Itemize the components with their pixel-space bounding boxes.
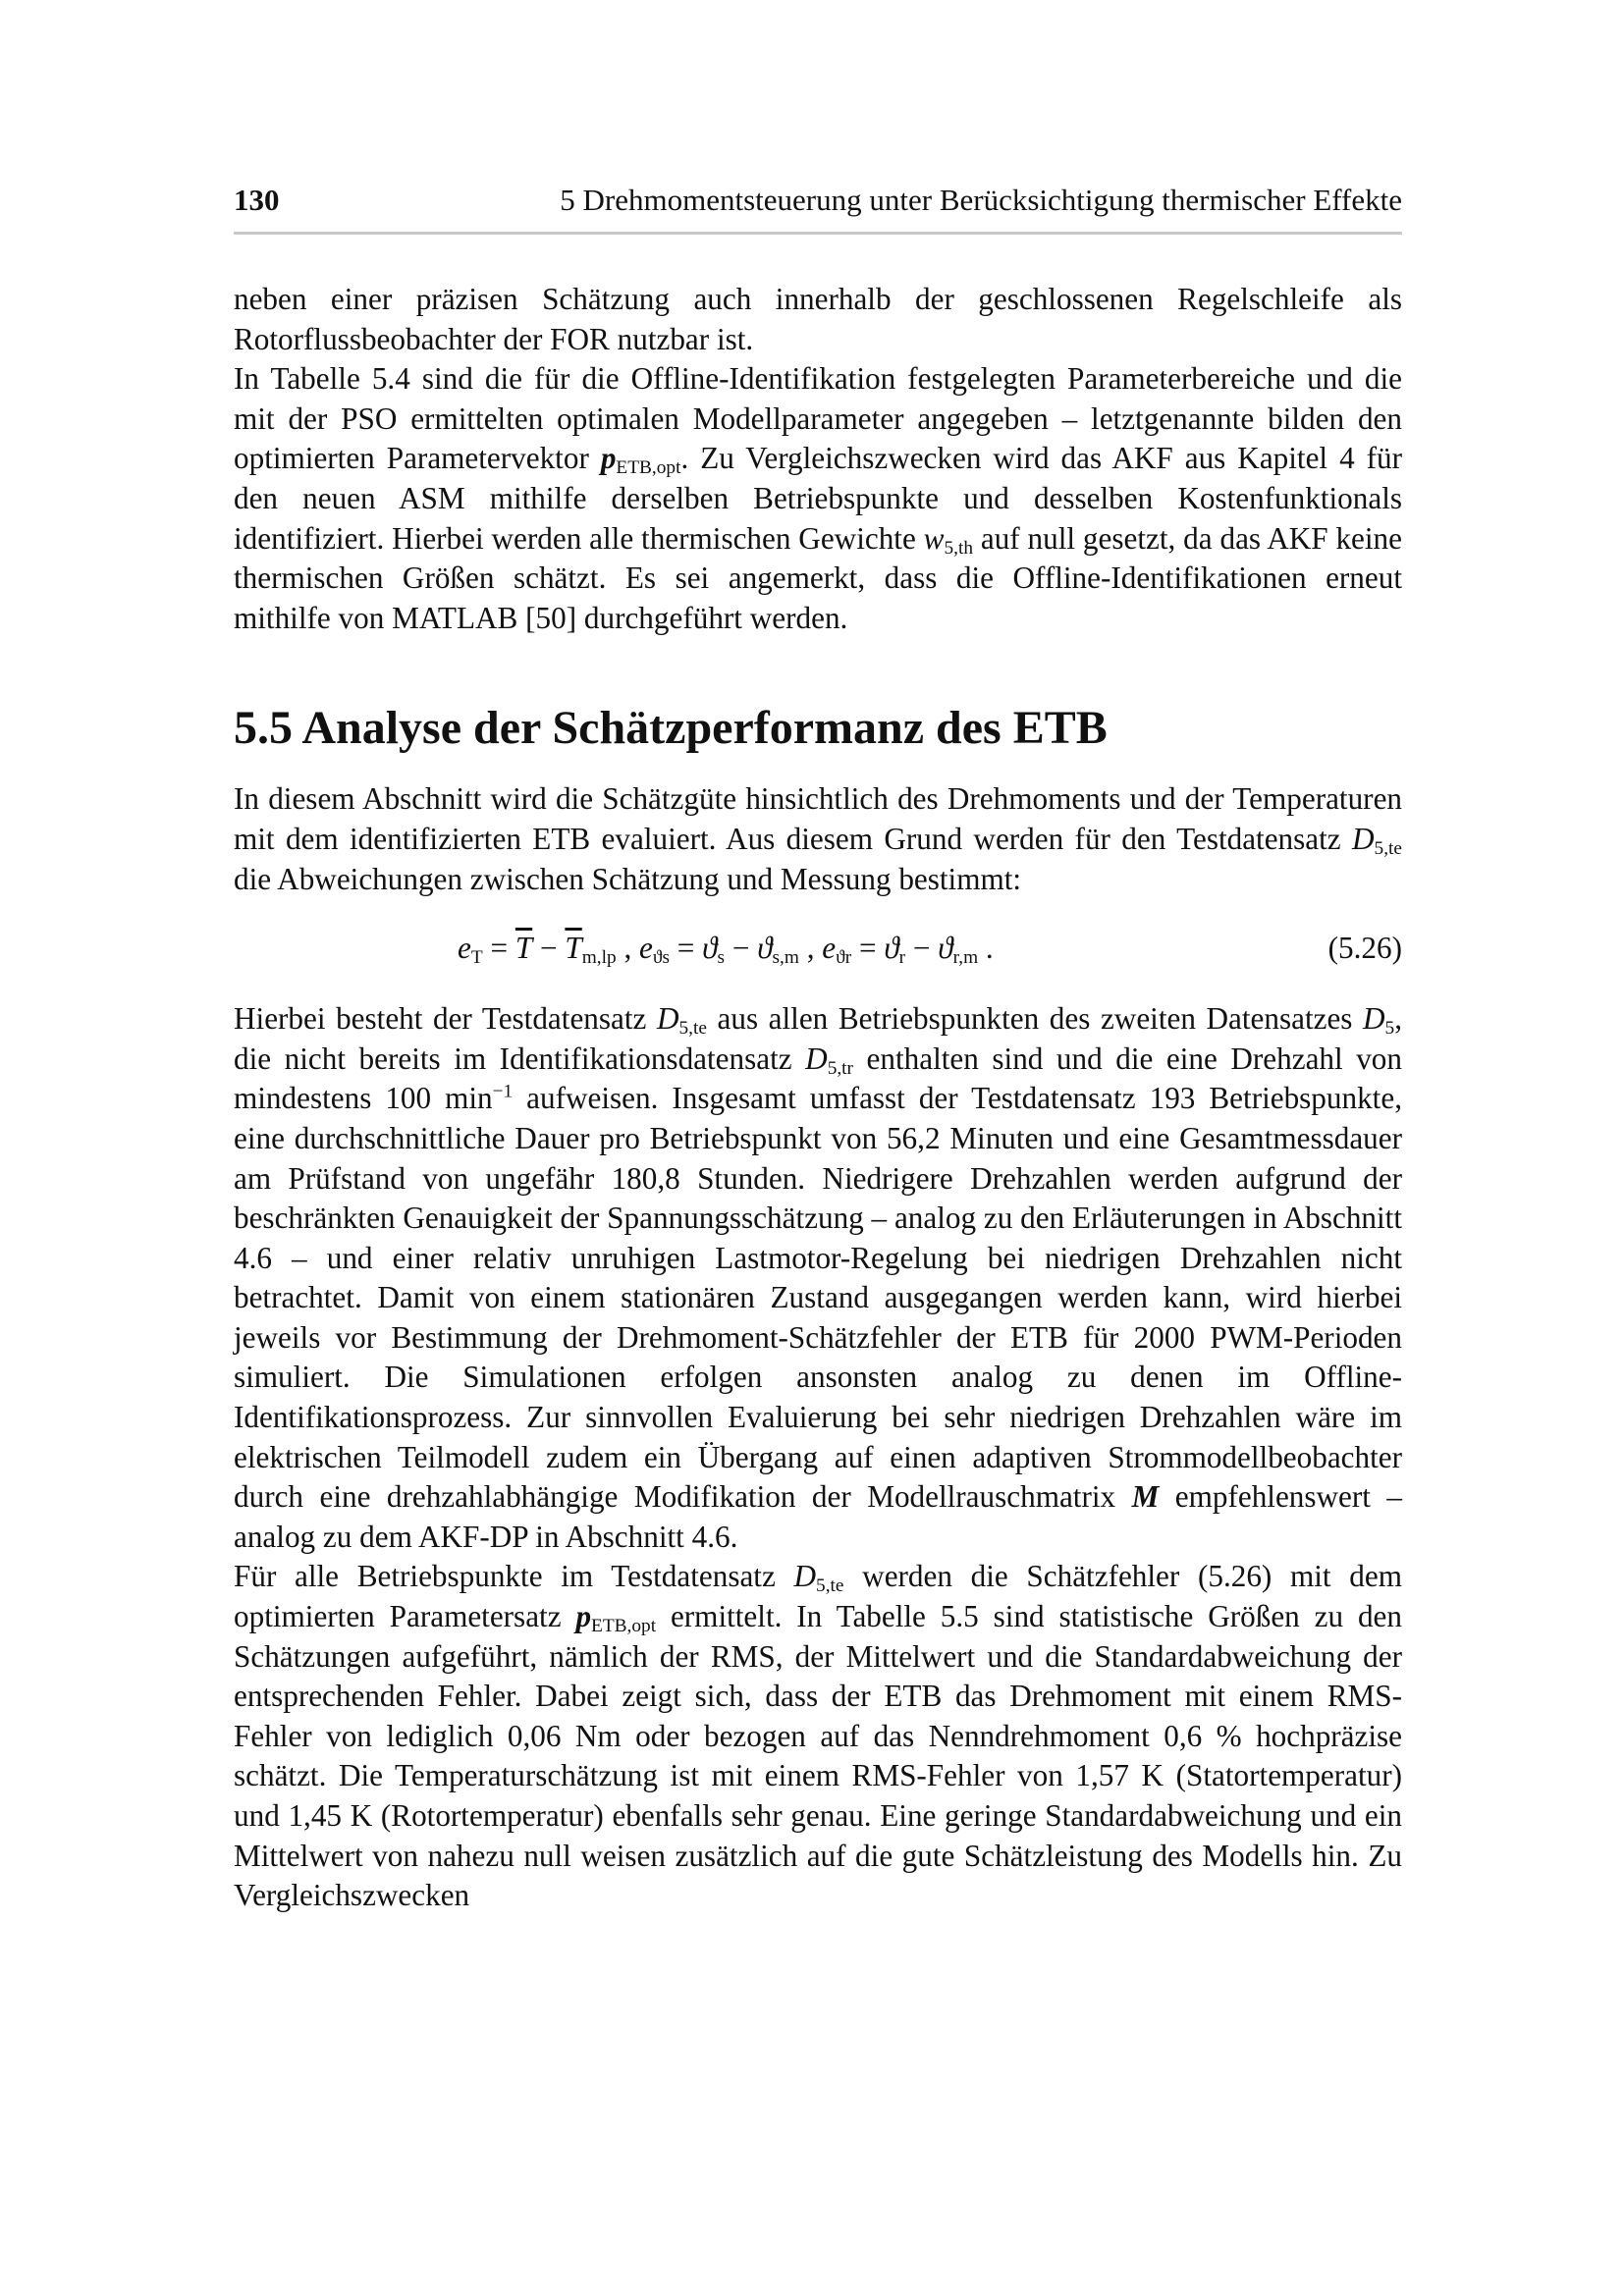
- p4-text-b: aus allen Betriebspunkten des zweiten Datensatzes: [706, 1001, 1364, 1037]
- eq-sub-sm: s,m: [772, 946, 799, 968]
- p5-text-c: ermittelt. In Tabelle 5.5 sind statistische Größen zu den Schätzungen aufgeführt, nämlich der RMS, der Mittelwert und die Standardabweichung der entsprechenden Fehler. Dabei zeigt sich, dass der ETB das Drehmoment mit einem RMS-Fehler von lediglich 0,06 Nm oder bezogen auf das Nenndrehmoment 0,6 % hochpräzise schätzt. Die Temperaturschätzung ist mit einem RMS-Fehler von 1,57 K (Statortemperatur) und 1,45 K (Rotortemperatur) ebenfalls sehr genau. Eine geringe Standardabweichung und ein Mittelwert von nahezu null weisen zusätzlich auf die gute Schätzleistung des Modells hin. Zu Vergleichszwecken: [234, 1599, 1402, 1913]
- p2-text-a: In Tabelle 5.4 sind die für die Offline-Identifikation festgelegten Parameterbereiche und die mit der PSO ermittelten optimalen Modellparameter angegeben – letztgenannte bilden den optimierten Parametervektor: [234, 361, 1402, 476]
- eq-equals-2: =: [669, 931, 703, 966]
- eq-t-bar-meas: $\overline{T}$: [565, 931, 582, 966]
- paragraph-3: [234, 779, 1402, 899]
- p2-text-b: . Zu Vergleichszwecken wird das AKF aus Kapitel 4 für den neuen ASM mithilfe derselben Betriebspunkte und desselben Kostenfunktionals identifiziert. Hierbei werden alle thermischen Gewichte: [234, 441, 1402, 556]
- min-exponent: −1: [492, 1081, 514, 1102]
- weight-symbol: w: [923, 520, 945, 556]
- p3-text-b: die Abweichungen zwischen Schätzung und Messung bestimmt:: [234, 861, 1022, 896]
- eq-minus-3: −: [905, 931, 939, 966]
- p4-text-e: aufweisen. Insgesamt umfasst der Testdatensatz 193 Betriebspunkte, eine durchschnittliche Dauer pro Betriebspunkt von 56,2 Minuten und eine Gesamtmessdauer am Prüfstand von ungefähr 180,8 Stunden. Niedrigere Drehzahlen werden aufgrund der beschränkten Genauigkeit der Spannungsschätzung – analog zu den Erläuterungen in Abschnitt 4.6 – und einer relativ unruhigen Lastmotor-Regelung bei niedrigen Drehzahlen nicht betrachtet. Damit von einem stationären Zustand ausgegangen werden kann, wird hierbei jeweils vor Bestimmung der Drehmoment-Schätzfehler der ETB für 2000 PWM-Perioden simuliert. Die Simulationen erfolgen ansonsten analog zu denen im Offline-Identifikationsprozess. Zur sinnvollen Evaluierung bei sehr niedrigen Drehzahlen wäre im elektrischen Teilmodell zudem ein Übergang auf einen adaptiven Strommodellbeobachter durch eine drehzahlabhängige Modifikation der Modellrauschmatrix: [234, 1081, 1402, 1515]
- param-vector-subscript: ETB,opt: [616, 457, 681, 479]
- p1-text: neben einer präzisen Schätzung auch innerhalb der geschlossenen Regelschleife als Rotorflussbeobachter der FOR nutzbar ist.: [234, 282, 1402, 356]
- eq-minus-1: −: [532, 931, 566, 966]
- eq-theta-rm: ϑ: [938, 931, 953, 966]
- p2-text-c: auf null gesetzt, da das AKF keine thermischen Größen schätzt. Es sei angemerkt, dass die Offline-Identifikationen erneut mithilfe von MATLAB [50] durchgeführt werden.: [234, 520, 1402, 635]
- paragraph-1: [234, 280, 1402, 359]
- eq-end: .: [978, 931, 994, 966]
- dataset-symbol-te-2: D: [793, 1559, 817, 1594]
- eq-e-vs: e: [639, 931, 653, 966]
- page-header: [234, 183, 1402, 230]
- eq-equals-3: =: [851, 931, 885, 966]
- paragraph-2: [234, 359, 1402, 638]
- p5-text-a: Für alle Betriebspunkte im Testdatensatz: [234, 1559, 794, 1594]
- eq-sep-1: ,: [616, 931, 640, 966]
- equation-number: (5.26): [1327, 931, 1402, 966]
- equation-expression: [458, 931, 994, 966]
- page-number: 130: [234, 183, 280, 217]
- eq-theta-sm: ϑ: [757, 931, 773, 966]
- p4-text-f: empfehlenswert – analog zu dem AKF-DP in Abschnitt 4.6.: [234, 1479, 1403, 1554]
- eq-sub-s: s: [717, 946, 726, 968]
- dataset-subscript-te: 5,te: [678, 1017, 707, 1039]
- p4-text-d: enthalten sind und die eine Drehzahl von mindestens 100 min: [234, 1041, 1402, 1116]
- dataset-subscript-tr: 5,tr: [827, 1057, 853, 1079]
- param-set-subscript: ETB,opt: [591, 1615, 657, 1636]
- dataset-symbol-5: D: [1363, 1001, 1385, 1037]
- dataset-subscript: 5,te: [1374, 837, 1402, 859]
- eq-e-vr: e: [822, 931, 837, 966]
- weight-subscript: 5,th: [944, 537, 974, 559]
- p4-text-a: Hierbei besteht der Testdatensatz: [234, 1001, 657, 1037]
- section-heading: 5.5 Analyse der Schätzperformanz des ETB: [234, 702, 1108, 755]
- eq-minus-2: −: [725, 931, 758, 966]
- eq-sub-t: T: [470, 946, 483, 968]
- eq-equals-1: =: [482, 931, 515, 966]
- eq-sub-vs: ϑs: [652, 946, 670, 968]
- noise-matrix-symbol: M: [1131, 1479, 1160, 1515]
- param-set-symbol: p: [575, 1599, 592, 1634]
- param-vector-symbol: p: [600, 441, 617, 476]
- dataset-subscript-te-2: 5,te: [816, 1575, 844, 1597]
- p5-text-b: werden die Schätzfehler (5.26) mit dem optimierten Parametersatz: [234, 1559, 1402, 1634]
- dataset-symbol-tr: D: [805, 1041, 828, 1076]
- eq-sub-vr: ϑr: [836, 946, 852, 968]
- eq-sub-r: r: [898, 946, 906, 968]
- eq-sub-rm: r,m: [952, 946, 979, 968]
- dataset-subscript-5: 5: [1384, 1017, 1395, 1039]
- eq-t-bar: $\overline{T}$: [514, 931, 533, 966]
- equation-5-26: [234, 925, 1402, 989]
- eq-e-t: e: [458, 931, 471, 966]
- book-page: [234, 183, 1402, 1916]
- dataset-symbol-te: D: [656, 1001, 679, 1037]
- running-title: 5 Drehmomentsteuerung unter Berücksichtigung thermischer Effekte: [560, 183, 1402, 217]
- dataset-symbol: D: [1352, 821, 1375, 856]
- eq-theta-s: ϑ: [702, 931, 718, 966]
- p4-text-c: , die nicht bereits im Identifikationsdatensatz: [234, 1001, 1403, 1076]
- p3-text-a: In diesem Abschnitt wird die Schätzgüte hinsichtlich des Drehmoments und der Temperaturen mit dem identifizierten ETB evaluiert. Aus diesem Grund werden für den Testdatensatz: [234, 781, 1402, 856]
- header-rule: [234, 232, 1402, 235]
- paragraph-5: [234, 1557, 1402, 1915]
- eq-sub-mlp: m,lp: [581, 946, 617, 968]
- paragraph-4: [234, 999, 1402, 1557]
- eq-sep-2: ,: [798, 931, 823, 966]
- eq-theta-r: ϑ: [884, 931, 899, 966]
